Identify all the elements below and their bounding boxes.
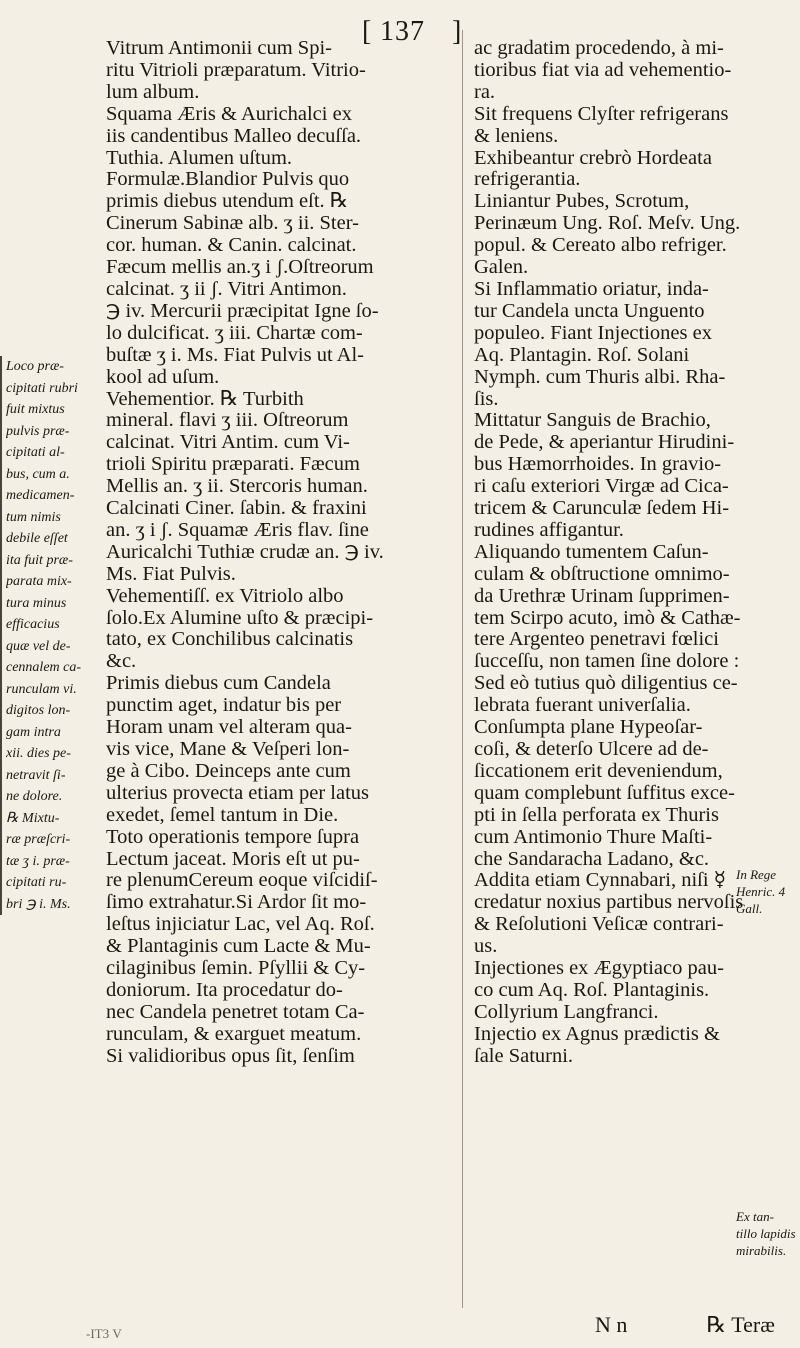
right-margin-note-lapidis	[736, 1208, 800, 1259]
text-line: ge à Cibo. Deinceps ante cum	[106, 759, 351, 782]
text-line: coſi, & deterſo Ulcere ad de-	[474, 738, 709, 760]
text-line: Injectio ex Agnus prædictis &	[474, 1022, 720, 1045]
text-line: tem Scirpo acuto, imò & Cathæ-	[474, 606, 741, 629]
text-line: calcinat. ʒ ii ʃ. Vitri Antimon.	[106, 277, 347, 300]
text-line: ulterius provecta etiam per latus	[106, 781, 369, 804]
text-line: culam & obſtructione omnimo-	[474, 562, 730, 585]
text-line: lebrata fuerant univerſalia.	[474, 694, 691, 717]
margin-note-line: tillo lapidis	[736, 1226, 796, 1241]
text-line: Vehementior. ℞ Turbith	[106, 387, 304, 410]
page-footer	[595, 1312, 775, 1338]
text-line: Aliquando tumentem Caſun-	[474, 540, 709, 563]
text-line: cilaginibus ſemin. Pſyllii & Cy-	[106, 957, 366, 980]
text-line: kool ad uſum.	[106, 365, 220, 388]
text-line: cum Antimonio Thure Maſti-	[474, 825, 713, 848]
margin-note-line: cipitati al-	[6, 445, 65, 460]
text-line: Fæcum mellis an.ʒ i ʃ.Oſtreorum	[106, 256, 374, 279]
text-line: Calcinati Ciner. ſabin. & fraxini	[106, 497, 367, 520]
text-line: lum album.	[106, 80, 200, 103]
text-line: ac gradatim procedendo, à mi-	[474, 37, 724, 59]
text-line: Aq. Plantagin. Roſ. Solani	[474, 343, 690, 366]
text-line: leſtus injiciatur Lac, vel Aq. Roſ.	[106, 913, 375, 936]
text-line: tricem & Carunculæ ſedem Hi-	[474, 497, 730, 520]
column-divider	[462, 30, 463, 1308]
text-line: re plenumCereum eoque viſcidiſ-	[106, 869, 378, 892]
margin-note-line: efficacius	[6, 617, 60, 632]
text-line: primis diebus utendum eſt. ℞	[106, 190, 349, 213]
text-line: Injectiones ex Ægyptiaco pau-	[474, 957, 724, 980]
margin-note-line: bus, cum a.	[6, 466, 70, 482]
text-line: Ms. Fiat Pulvis.	[106, 562, 236, 585]
margin-note-line: bri ℈ i. Ms.	[6, 896, 71, 912]
margin-note-line: ræ præſcri-	[6, 832, 71, 847]
text-line: ſimo extrahatur.Si Ardor ſit mo-	[106, 891, 367, 914]
text-line: ℈ iv. Mercurii præcipitat Igne ſo-	[106, 299, 379, 322]
text-line: & Plantaginis cum Lacte & Mu-	[106, 935, 371, 958]
text-line: &c.	[106, 650, 137, 673]
text-line: credatur noxius partibus nervoſis	[474, 891, 744, 914]
text-line: Vehementiſſ. ex Vitriolo albo	[106, 584, 344, 607]
text-line: populeo. Fiant Injectiones ex	[474, 321, 712, 344]
text-line: Squama Æris & Aurichalci ex	[106, 102, 352, 125]
text-line: cor. human. & Canin. calcinat.	[106, 234, 357, 257]
text-line: Nymph. cum Thuris albi. Rha-	[474, 365, 726, 388]
text-line: Perinæum Ung. Roſ. Meſv. Ung.	[474, 212, 741, 235]
text-line: iis candentibus Malleo decuſſa.	[106, 124, 362, 147]
margin-note-line: runculam vi.	[6, 681, 77, 697]
text-line: & Reſolutioni Veſicæ contrari-	[474, 913, 724, 936]
left-column	[106, 38, 458, 1068]
margin-note-line: pulvis præ-	[6, 423, 70, 439]
catchword: ℞ Teræ	[706, 1312, 775, 1337]
text-line: us.	[474, 935, 498, 958]
text-line: tur Candela uncta Unguento	[474, 299, 705, 322]
text-line: ſale Saturni.	[474, 1044, 574, 1067]
signature-mark: N n	[595, 1312, 628, 1337]
text-line: doniorum. Ita procedatur do-	[106, 978, 343, 1001]
text-line: trioli Spiritu præparati. Fæcum	[106, 453, 360, 476]
text-line: tioribus fiat via ad vehementio-	[474, 58, 732, 81]
page-bracket-right: ]	[452, 16, 462, 47]
bottom-mark: -ΙΤ3 V	[86, 1326, 122, 1341]
margin-note-line: tæ ʒ i. præ-	[6, 853, 70, 869]
text-line: tato, ex Conchilibus calcinatis	[106, 628, 354, 651]
margin-note-line: cipitati rubri	[6, 380, 78, 396]
text-line: Lectum jaceat. Moris eſt ut pu-	[106, 847, 360, 870]
margin-note-line: xii. dies pe-	[6, 746, 71, 761]
page-bracket-left: [	[362, 16, 372, 47]
margin-note-line: Gall.	[736, 901, 763, 916]
margin-note-line: tura minus	[6, 595, 67, 611]
text-line: Galen.	[474, 256, 529, 279]
margin-note-line: Ex tan-	[736, 1209, 774, 1224]
text-line: Cinerum Sabinæ alb. ʒ ii. Ster-	[106, 212, 359, 235]
text-line: bus Hæmorrhoides. In gravio-	[474, 453, 722, 476]
margin-note-line: quæ vel de-	[6, 638, 71, 654]
text-line: Formulæ.Blandior Pulvis quo	[106, 168, 350, 191]
margin-note-line: cipitati ru-	[6, 875, 67, 890]
margin-note-line: fuit mixtus	[6, 402, 65, 417]
text-line: Auricalchi Tuthiæ crudæ an. ℈ iv.	[106, 540, 384, 563]
text-line: che Sandaracha Ladano, &c.	[474, 847, 710, 870]
text-line: Toto operationis tempore ſupra	[106, 825, 360, 848]
margin-note-line: ne dolore.	[6, 789, 63, 804]
text-line: ritu Vitrioli præparatum. Vitrio-	[106, 58, 366, 81]
text-line: calcinat. Vitri Antim. cum Vi-	[106, 431, 350, 454]
margin-note-line: digitos lon-	[6, 703, 71, 718]
text-line: quam complebunt ſuffitus exce-	[474, 781, 735, 804]
text-line: ſiccationem erit deveniendum,	[474, 759, 723, 782]
text-line: Liniantur Pubes, Scrotum,	[474, 190, 690, 213]
text-line: Sit frequens Clyſter refrigerans	[474, 102, 729, 125]
margin-note-line: medicamen-	[6, 488, 75, 503]
margin-note-line: tum nimis	[6, 509, 61, 525]
text-line: nec Candela penetret totam Ca-	[106, 1000, 365, 1023]
text-line: Primis diebus cum Candela	[106, 672, 331, 695]
text-line: Conſumpta plane Hypeoſar-	[474, 716, 703, 739]
text-line: Exhibeantur crebrò Hordeata	[474, 146, 712, 169]
text-line: ri caſu exteriori Virgæ ad Cica-	[474, 475, 729, 498]
text-line: punctim aget, indatur bis per	[106, 694, 342, 717]
margin-note-line: cennalem ca-	[6, 660, 82, 675]
text-line: Vitrum Antimonii cum Spi-	[106, 37, 332, 59]
text-line: Horam unam vel alteram qua-	[106, 716, 352, 739]
text-line: Si validioribus opus ſit, ſenſim	[106, 1044, 355, 1067]
text-line: Addita etiam Cynnabari, niſi ☿	[474, 869, 727, 892]
margin-note-line: debile eſſet	[6, 531, 68, 546]
text-line: mineral. flavi ʒ iii. Oſtreorum	[106, 409, 349, 432]
text-line: runculam, & exarguet meatum.	[106, 1022, 362, 1045]
text-line: Sed eò tutius quò diligentius ce-	[474, 672, 738, 695]
margin-note-line: netravit ſi-	[6, 767, 66, 783]
margin-note-line: In Rege	[736, 867, 777, 882]
text-line: vis vice, Mane & Veſperi lon-	[106, 738, 350, 760]
text-line: ſis.	[474, 387, 499, 410]
page-number: 137	[380, 16, 425, 47]
margin-note-line: gam intra	[6, 724, 61, 740]
margin-note-line: mirabilis.	[736, 1243, 787, 1258]
left-margin-notes	[0, 356, 110, 915]
text-line: rudines affigantur.	[474, 518, 624, 541]
text-line: ſucceſſu, non tamen ſine dolore :	[474, 650, 740, 673]
text-line: Mellis an. ʒ ii. Stercoris human.	[106, 475, 368, 498]
text-line: lo dulcificat. ʒ iii. Chartæ com-	[106, 321, 363, 344]
text-line: refrigerantia.	[474, 168, 581, 191]
text-line: Tuthia. Alumen uſtum.	[106, 146, 293, 169]
text-line: buſtæ ʒ i. Ms. Fiat Pulvis ut Al-	[106, 343, 364, 366]
text-line: co cum Aq. Roſ. Plantaginis.	[474, 978, 710, 1001]
margin-note-line: ℞ Mixtu-	[6, 810, 60, 826]
text-line: popul. & Cereato albo refriger.	[474, 234, 727, 257]
text-line: ſolo.Ex Alumine uſto & præcipi-	[106, 606, 374, 629]
margin-note-line: Loco præ-	[6, 359, 64, 374]
margin-note-line: parata mix-	[6, 574, 72, 589]
text-line: Mittatur Sanguis de Brachio,	[474, 409, 711, 432]
text-line: pti in ſella perforata ex Thuris	[474, 803, 719, 826]
text-line: Si Inflammatio oriatur, inda-	[474, 277, 709, 300]
text-line: ra.	[474, 80, 496, 103]
margin-note-line: Henric. 4	[736, 884, 786, 899]
text-line: exedet, ſemel tantum in Die.	[106, 803, 339, 826]
text-line: da Urethræ Urinam ſupprimen-	[474, 584, 730, 607]
text-line: an. ʒ i ʃ. Squamæ Æris flav. ſine	[106, 518, 369, 541]
text-line: tere Argenteo penetravi fœlici	[474, 628, 719, 651]
text-line: & leniens.	[474, 124, 559, 147]
text-line: Collyrium Langfranci.	[474, 1000, 659, 1023]
right-margin-note-rege	[736, 866, 800, 917]
text-line: de Pede, & aperiantur Hirudini-	[474, 431, 735, 454]
margin-note-line: ita fuit præ-	[6, 552, 73, 568]
right-column	[474, 37, 744, 1068]
